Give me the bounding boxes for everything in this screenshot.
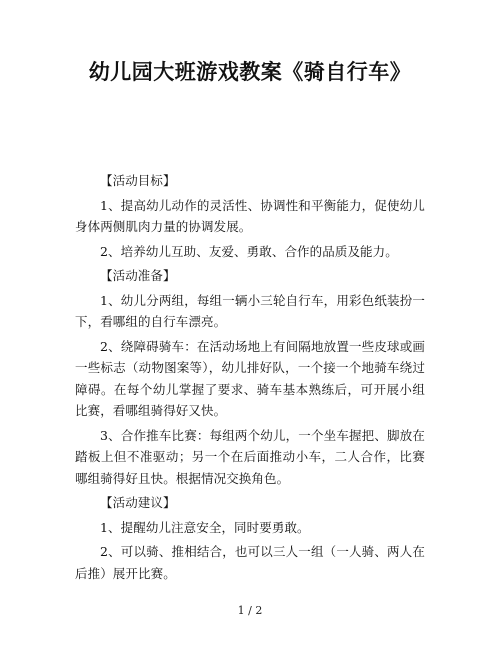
advice-item-2: 2、可以骑、推相结合，也可以三人一组（一人骑、两人在后推）展开比赛。	[75, 544, 425, 581]
page-number: 1 / 2	[237, 604, 263, 617]
goal-item-1: 1、提高幼儿动作的灵活性、协调性和平衡能力，促使幼儿身体两侧肌肉力量的协调发展。	[75, 197, 425, 234]
section-heading-advice: 【活动建议】	[100, 495, 176, 510]
section-heading-goals: 【活动目标】	[100, 173, 176, 188]
section-heading-preparation: 【活动准备】	[100, 268, 176, 283]
preparation-item-1: 1、幼儿分两组，每组一辆小三轮自行车，用彩色纸装扮一下，看哪组的自行车漂亮。	[75, 292, 425, 329]
document-content	[75, 170, 425, 587]
preparation-item-2: 2、绕障碍骑车：在活动场地上有间隔地放置一些皮球或画一些标志（动物图案等），幼儿排好队，一个接一个地骑车绕过障碍。在每个幼儿掌握了要求、骑车基本熟练后，可开展小组比赛，看哪组骑得好又快。	[75, 338, 425, 418]
advice-item-1: 1、提醒幼儿注意安全，同时要勇敢。	[100, 519, 310, 535]
preparation-item-3: 3、合作推车比赛：每组两个幼儿，一个坐车握把、脚放在踏板上但不准驱动；另一个在后面推动小车，二人合作，比赛哪组骑得好且快。根据情况交换角色。	[75, 427, 425, 486]
goal-item-2: 2、培养幼儿互助、友爱、勇敢、合作的品质及能力。	[100, 243, 398, 259]
document-title: 幼儿园大班游戏教案《骑自行车》	[88, 60, 412, 84]
